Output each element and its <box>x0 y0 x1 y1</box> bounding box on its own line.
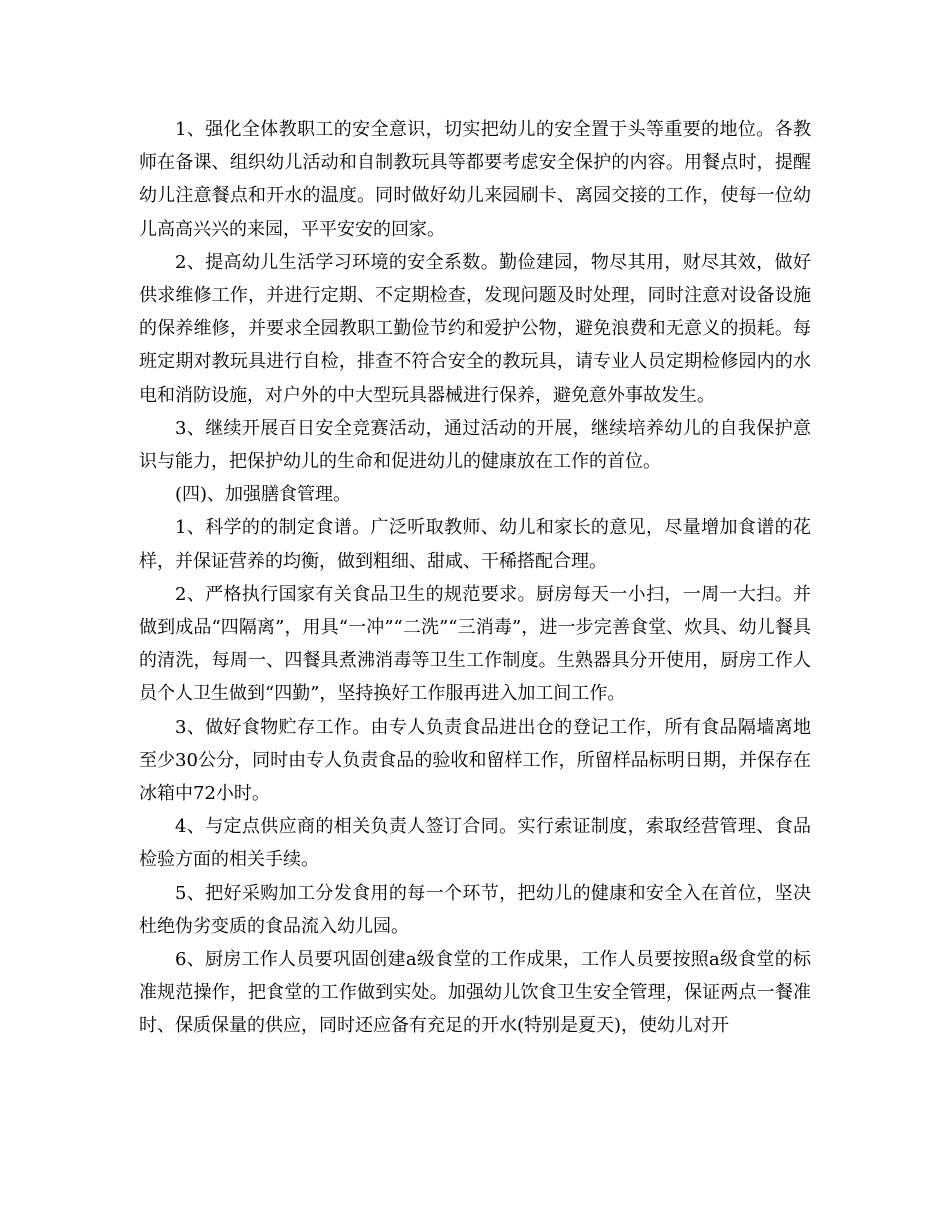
paragraph-food-hygiene: 2、严格执行国家有关食品卫生的规范要求。厨房每天一小扫，一周一大扫。并做到成品“四隔离”，用具“一冲”“二洗”“三消毒”，进一步完善食堂、炊具、幼儿餐具的清洗，每周一、四餐具煮沸消毒等卫生工作制度。生熟器具分开使用，厨房工作人员个人卫生做到“四勤”，坚持换好工作服再进入加工间工作。 <box>139 583 811 705</box>
paragraph-kitchen-staff: 6、厨房工作人员要巩固创建a级食堂的工作成果，工作人员要按照a级食堂的标准规范操作，把食堂的工作做到实处。加强幼儿饮食卫生安全管理，保证两点一餐准时、保质保量的供应，同时还应备有充足的开水(特别是夏天)，使幼儿对开 <box>139 949 811 1037</box>
document-body <box>139 113 811 1043</box>
paragraph-safety-awareness: 1、强化全体教职工的安全意识，切实把幼儿的安全置于头等重要的地位。各教师在备课、组织幼儿活动和自制教玩具等都要考虑安全保护的内容。用餐点时，提醒幼儿注意餐点和开水的温度。同时做好幼儿来园刷卡、离园交接的工作，使每一位幼儿高高兴兴的来园，平平安安的回家。 <box>139 119 811 240</box>
paragraph-menu-planning: 1、科学的的制定食谱。广泛听取教师、幼儿和家长的意见，尽量增加食谱的花样，并保证营养的均衡，做到粗细、甜咸、干稀搭配合理。 <box>139 517 811 572</box>
section-heading-meal-management: (四)、加强膳食管理。 <box>175 484 352 506</box>
paragraph-supplier-contract: 4、与定点供应商的相关负责人签订合同。实行索证制度，索取经营管理、食品检验方面的相关手续。 <box>139 816 811 871</box>
paragraph-procurement: 5、把好采购加工分发食用的每一个环节，把幼儿的健康和安全入在首位，坚决杜绝伪劣变质的食品流入幼儿园。 <box>139 882 811 937</box>
paragraph-food-storage: 3、做好食物贮存工作。由专人负责食品进出仓的登记工作，所有食品隔墙离地至少30公分，同时由专人负责食品的验收和留样工作，所留样品标明日期，并保存在冰箱中72小时。 <box>139 716 811 805</box>
paragraph-environment-safety: 2、提高幼儿生活学习环境的安全系数。勤俭建园，物尽其用，财尽其效，做好供求维修工作，并进行定期、不定期检查，发现问题及时处理，同时注意对设备设施的保养维修，并要求全园教职工勤俭节约和爱护公物，避免浪费和无意义的损耗。每班定期对教玩具进行自检，排查不符合安全的教玩具，请专业人员定期检修园内的水电和消防设施，对户外的中大型玩具器械进行保养，避免意外事故发生。 <box>139 251 811 406</box>
paragraph-safety-competition: 3、继续开展百日安全竞赛活动，通过活动的开展，继续培养幼儿的自我保护意识与能力，把保护幼儿的生命和促进幼儿的健康放在工作的首位。 <box>139 417 811 473</box>
